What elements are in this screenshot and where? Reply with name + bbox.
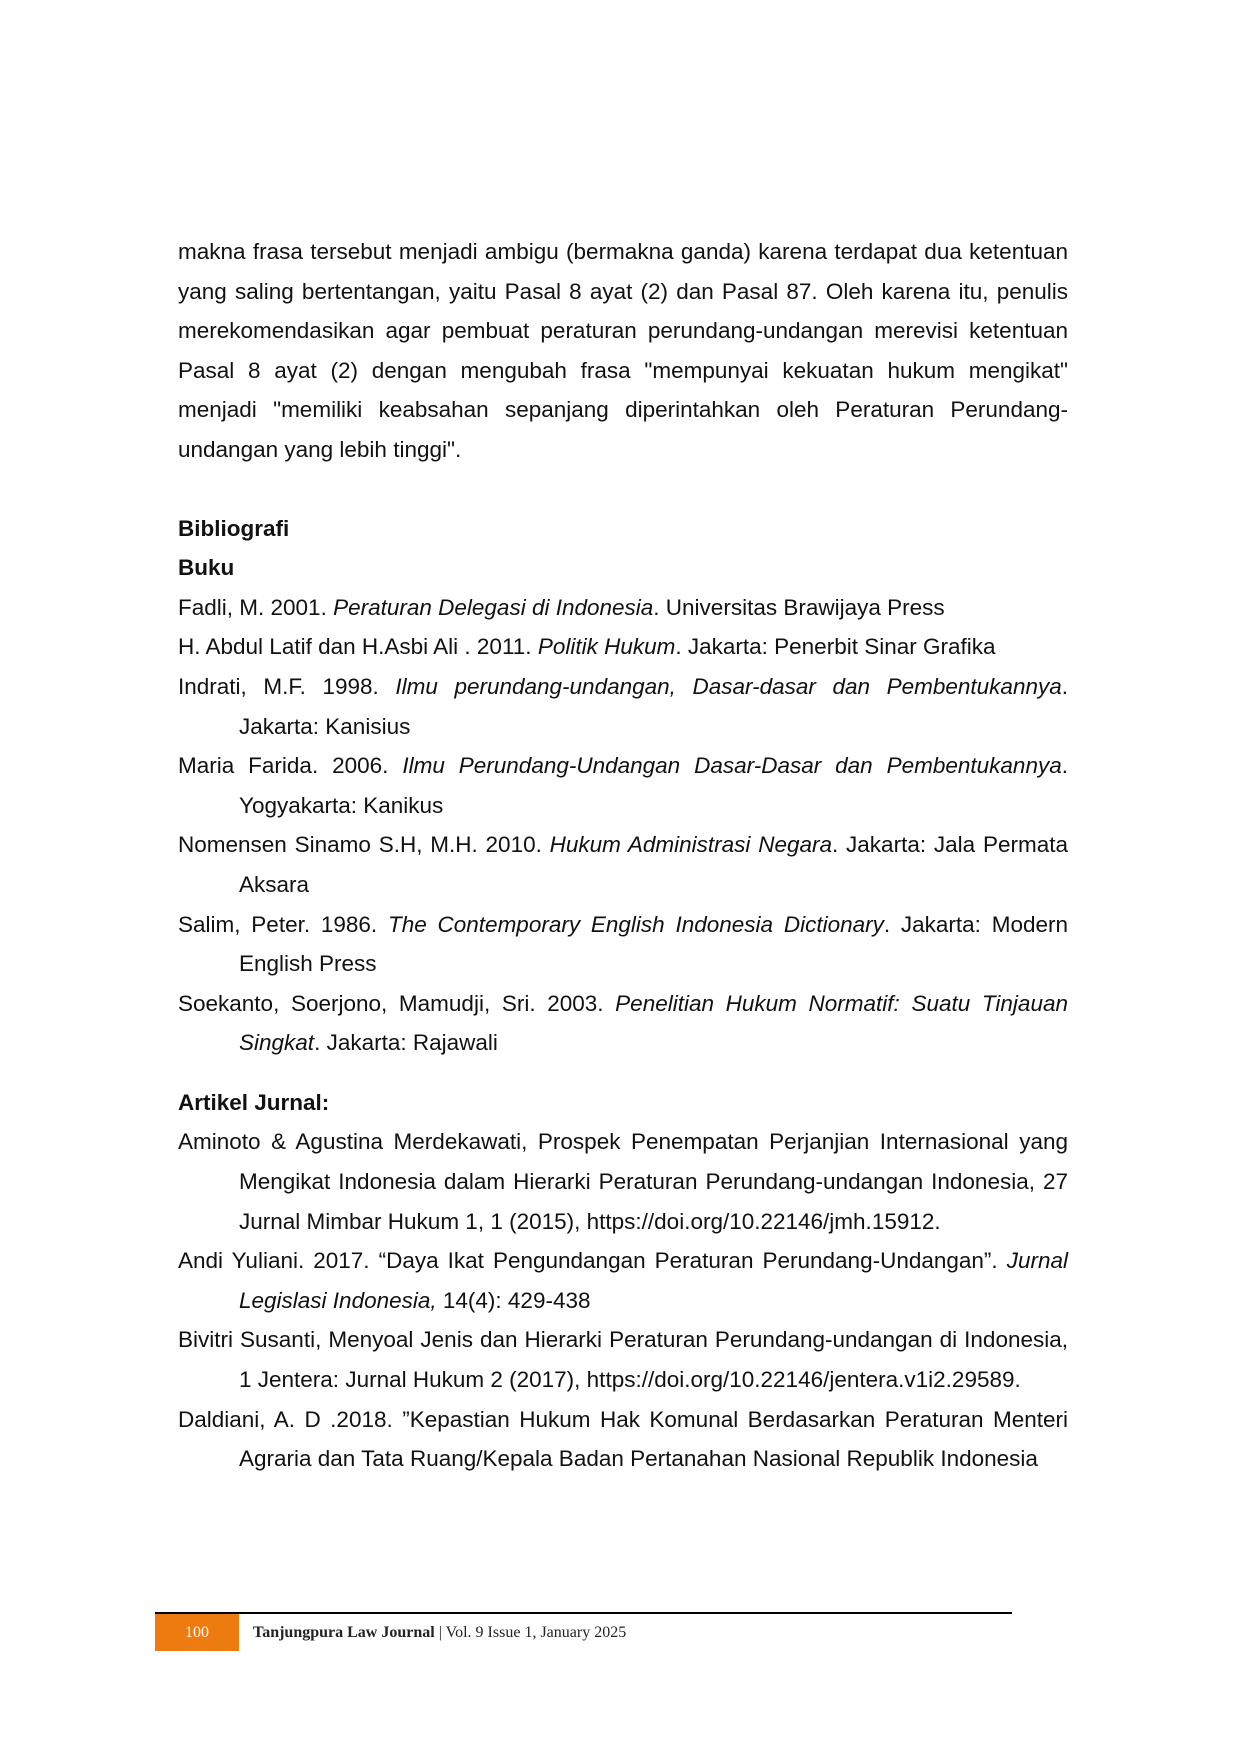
footer-journal-info — [253, 1614, 626, 1651]
book-ref-6: Salim, Peter. 1986. The Contemporary English Indonesia Dictionary. Jakarta: Modern English Press — [178, 911, 1069, 977]
body-paragraph: makna frasa tersebut menjadi ambigu (bermakna ganda) karena terdapat dua ketentuan yang saling bertentangan, yaitu Pasal 8 ayat (2) dan Pasal 87. Oleh karena itu, penulis merekomendasikan agar pembuat peraturan perundang-undangan merevisi ketentuan Pasal 8 ayat (2) dengan mengubah frasa "mempunyai kekuatan hukum mengikat" menjadi "memiliki keabsahan sepanjang diperintahkan oleh Peraturan Perundang-undangan yang lebih tinggi". — [178, 239, 1068, 462]
article-ref-3: Bivitri Susanti, Menyoal Jenis dan Hierarki Peraturan Perundang-undangan di Indonesia, 1 Jentera: Jurnal Hukum 2 (2017), https://doi.org/10.22146/jentera.v1i2.29589. — [178, 1327, 1068, 1393]
article-ref-2: Andi Yuliani. 2017. “Daya Ikat Pengundangan Peraturan Perundang-Undangan”. Jurnal Legislasi Indonesia, 14(4): 429-438 — [178, 1248, 1068, 1313]
book-ref-1: Fadli, M. 2001. Peraturan Delegasi di Indonesia. Universitas Brawijaya Press — [178, 594, 945, 620]
page-content — [178, 232, 1068, 1479]
book-ref-4: Maria Farida. 2006. Ilmu Perundang-Undangan Dasar-Dasar dan Pembentukannya. Yogyakarta: Kanikus — [178, 753, 1068, 818]
book-ref-7: Soekanto, Soerjono, Mamudji, Sri. 2003. Penelitian Hukum Normatif: Suatu Tinjauan Singkat. Jakarta: Rajawali — [178, 990, 1068, 1056]
journal-name: Tanjungpura Law Journal — [253, 1624, 435, 1641]
heading-artikel-jurnal: Artikel Jurnal: — [178, 1089, 330, 1115]
article-ref-4: Daldiani, A. D .2018. ”Kepastian Hukum Hak Komunal Berdasarkan Peraturan Menteri Agraria dan Tata Ruang/Kepala Badan Pertanahan Nasional Republik Indonesia — [178, 1406, 1068, 1472]
book-ref-5: Nomensen Sinamo S.H, M.H. 2010. Hukum Administrasi Negara. Jakarta: Jala Permata Aksara — [178, 832, 1068, 897]
page-number: 100 — [155, 1614, 239, 1651]
article-ref-1: Aminoto & Agustina Merdekawati, Prospek Penempatan Perjanjian Internasional yang Mengikat Indonesia dalam Hierarki Peraturan Perundang-undangan Indonesia, 27 Jurnal Mimbar Hukum 1, 1 (2015), https://doi.org/10.22146/jmh.15912. — [178, 1129, 1068, 1234]
book-ref-3: Indrati, M.F. 1998. Ilmu perundang-undangan, Dasar-dasar dan Pembentukannya. Jakarta: Kanisius — [178, 673, 1068, 739]
article-list — [178, 1122, 1068, 1478]
heading-bibliografi: Bibliografi — [178, 515, 290, 541]
journal-issue: | Vol. 9 Issue 1, January 2025 — [438, 1624, 627, 1641]
book-list — [178, 588, 1068, 1063]
book-ref-2: H. Abdul Latif dan H.Asbi Ali . 2011. Politik Hukum. Jakarta: Penerbit Sinar Grafika — [178, 634, 996, 660]
heading-buku: Buku — [178, 555, 235, 581]
